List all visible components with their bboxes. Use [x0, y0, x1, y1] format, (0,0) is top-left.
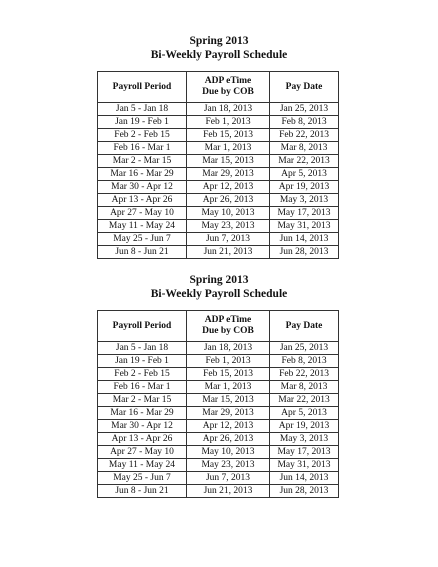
cell-adp-due-date: Feb 1, 2013 — [187, 355, 270, 368]
cell-payroll-period: Mar 2 - Mar 15 — [98, 155, 187, 168]
cell-pay-date: Apr 19, 2013 — [270, 181, 339, 194]
cell-payroll-period: Jun 8 - Jun 21 — [98, 246, 187, 259]
cell-pay-date: Apr 5, 2013 — [270, 168, 339, 181]
table-row — [98, 472, 339, 485]
cell-payroll-period: Feb 2 - Feb 15 — [98, 368, 187, 381]
table-row — [98, 394, 339, 407]
table-row — [98, 246, 339, 259]
table-header-row — [98, 311, 339, 342]
payroll-schedule-1 — [0, 34, 438, 257]
schedule-title-name: Bi-Weekly Payroll Schedule — [150, 49, 288, 61]
cell-adp-due-date: Jan 18, 2013 — [187, 342, 270, 355]
cell-adp-due-date: Feb 1, 2013 — [187, 116, 270, 129]
cell-pay-date: Jan 25, 2013 — [270, 342, 339, 355]
cell-pay-date: Apr 5, 2013 — [270, 407, 339, 420]
cell-adp-due-date: Apr 12, 2013 — [187, 181, 270, 194]
cell-payroll-period: Apr 27 - May 10 — [98, 207, 187, 220]
cell-adp-due-date: Jun 7, 2013 — [187, 472, 270, 485]
table-row — [98, 116, 339, 129]
schedule-title-season: Spring 2013 — [189, 35, 249, 47]
cell-adp-due-date: Apr 26, 2013 — [187, 194, 270, 207]
cell-adp-due-date: Apr 26, 2013 — [187, 433, 270, 446]
cell-pay-date: Apr 19, 2013 — [270, 420, 339, 433]
cell-pay-date: May 31, 2013 — [270, 220, 339, 233]
cell-payroll-period: Jan 19 - Feb 1 — [98, 355, 187, 368]
table-row — [98, 433, 339, 446]
cell-pay-date: May 17, 2013 — [270, 446, 339, 459]
cell-payroll-period: Apr 13 - Apr 26 — [98, 433, 187, 446]
cell-adp-due-date: May 10, 2013 — [187, 207, 270, 220]
cell-payroll-period: Mar 16 - Mar 29 — [98, 407, 187, 420]
cell-adp-due-date: Jun 21, 2013 — [187, 246, 270, 259]
cell-pay-date: May 31, 2013 — [270, 459, 339, 472]
cell-pay-date: Feb 8, 2013 — [270, 355, 339, 368]
table-row — [98, 407, 339, 420]
cell-pay-date: Mar 8, 2013 — [270, 142, 339, 155]
header-due-line2: Due by COB — [202, 87, 254, 97]
table-row — [98, 233, 339, 246]
table-row — [98, 142, 339, 155]
header-due-line1: ADP eTime — [204, 315, 252, 325]
cell-payroll-period: May 11 - May 24 — [98, 459, 187, 472]
header-adp-etime-due — [187, 311, 270, 342]
cell-pay-date: Feb 8, 2013 — [270, 116, 339, 129]
table-row — [98, 342, 339, 355]
cell-payroll-period: Feb 2 - Feb 15 — [98, 129, 187, 142]
cell-payroll-period: Mar 2 - Mar 15 — [98, 394, 187, 407]
table-row — [98, 129, 339, 142]
cell-pay-date: May 17, 2013 — [270, 207, 339, 220]
table-row — [98, 485, 339, 498]
cell-payroll-period: Jan 19 - Feb 1 — [98, 116, 187, 129]
table-row — [98, 194, 339, 207]
cell-adp-due-date: Jan 18, 2013 — [187, 103, 270, 116]
header-pay-date: Pay Date — [270, 72, 339, 103]
cell-payroll-period: Mar 16 - Mar 29 — [98, 168, 187, 181]
header-payroll-period: Payroll Period — [98, 311, 187, 342]
table-row — [98, 459, 339, 472]
cell-pay-date: Jun 14, 2013 — [270, 472, 339, 485]
table-header-row — [98, 72, 339, 103]
table-row — [98, 381, 339, 394]
cell-payroll-period: Jan 5 - Jan 18 — [98, 103, 187, 116]
cell-pay-date: Mar 22, 2013 — [270, 155, 339, 168]
cell-adp-due-date: May 10, 2013 — [187, 446, 270, 459]
cell-payroll-period: May 25 - Jun 7 — [98, 233, 187, 246]
table-row — [98, 168, 339, 181]
cell-adp-due-date: Jun 7, 2013 — [187, 233, 270, 246]
schedule-title-season: Spring 2013 — [189, 274, 249, 286]
cell-payroll-period: Jun 8 - Jun 21 — [98, 485, 187, 498]
payroll-schedule-2 — [0, 273, 438, 496]
cell-payroll-period: May 11 - May 24 — [98, 220, 187, 233]
cell-adp-due-date: Apr 12, 2013 — [187, 420, 270, 433]
cell-pay-date: May 3, 2013 — [270, 433, 339, 446]
cell-pay-date: Feb 22, 2013 — [270, 129, 339, 142]
cell-pay-date: Jan 25, 2013 — [270, 103, 339, 116]
cell-payroll-period: May 25 - Jun 7 — [98, 472, 187, 485]
table-row — [98, 103, 339, 116]
table-row — [98, 155, 339, 168]
cell-payroll-period: Jan 5 - Jan 18 — [98, 342, 187, 355]
cell-adp-due-date: Mar 29, 2013 — [187, 407, 270, 420]
cell-payroll-period: Mar 30 - Apr 12 — [98, 181, 187, 194]
table-row — [98, 181, 339, 194]
table-row — [98, 355, 339, 368]
cell-pay-date: Mar 22, 2013 — [270, 394, 339, 407]
table-row — [98, 368, 339, 381]
cell-pay-date: Jun 28, 2013 — [270, 246, 339, 259]
cell-adp-due-date: May 23, 2013 — [187, 459, 270, 472]
cell-payroll-period: Apr 27 - May 10 — [98, 446, 187, 459]
table-body — [98, 103, 339, 259]
header-due-line2: Due by COB — [202, 326, 254, 336]
payroll-table — [97, 71, 339, 259]
cell-adp-due-date: Jun 21, 2013 — [187, 485, 270, 498]
table-row — [98, 446, 339, 459]
cell-payroll-period: Mar 30 - Apr 12 — [98, 420, 187, 433]
cell-pay-date: Mar 8, 2013 — [270, 381, 339, 394]
cell-pay-date: May 3, 2013 — [270, 194, 339, 207]
header-adp-etime-due — [187, 72, 270, 103]
cell-pay-date: Feb 22, 2013 — [270, 368, 339, 381]
header-payroll-period: Payroll Period — [98, 72, 187, 103]
cell-adp-due-date: May 23, 2013 — [187, 220, 270, 233]
cell-adp-due-date: Mar 15, 2013 — [187, 155, 270, 168]
table-row — [98, 420, 339, 433]
header-pay-date: Pay Date — [270, 311, 339, 342]
cell-adp-due-date: Mar 1, 2013 — [187, 381, 270, 394]
schedule-title-name: Bi-Weekly Payroll Schedule — [150, 288, 288, 300]
cell-payroll-period: Apr 13 - Apr 26 — [98, 194, 187, 207]
cell-adp-due-date: Feb 15, 2013 — [187, 129, 270, 142]
cell-pay-date: Jun 14, 2013 — [270, 233, 339, 246]
payroll-table — [97, 310, 339, 498]
cell-pay-date: Jun 28, 2013 — [270, 485, 339, 498]
table-row — [98, 220, 339, 233]
table-body — [98, 342, 339, 498]
cell-payroll-period: Feb 16 - Mar 1 — [98, 381, 187, 394]
cell-payroll-period: Feb 16 - Mar 1 — [98, 142, 187, 155]
header-due-line1: ADP eTime — [204, 76, 252, 86]
cell-adp-due-date: Feb 15, 2013 — [187, 368, 270, 381]
cell-adp-due-date: Mar 15, 2013 — [187, 394, 270, 407]
cell-adp-due-date: Mar 1, 2013 — [187, 142, 270, 155]
table-row — [98, 207, 339, 220]
cell-adp-due-date: Mar 29, 2013 — [187, 168, 270, 181]
